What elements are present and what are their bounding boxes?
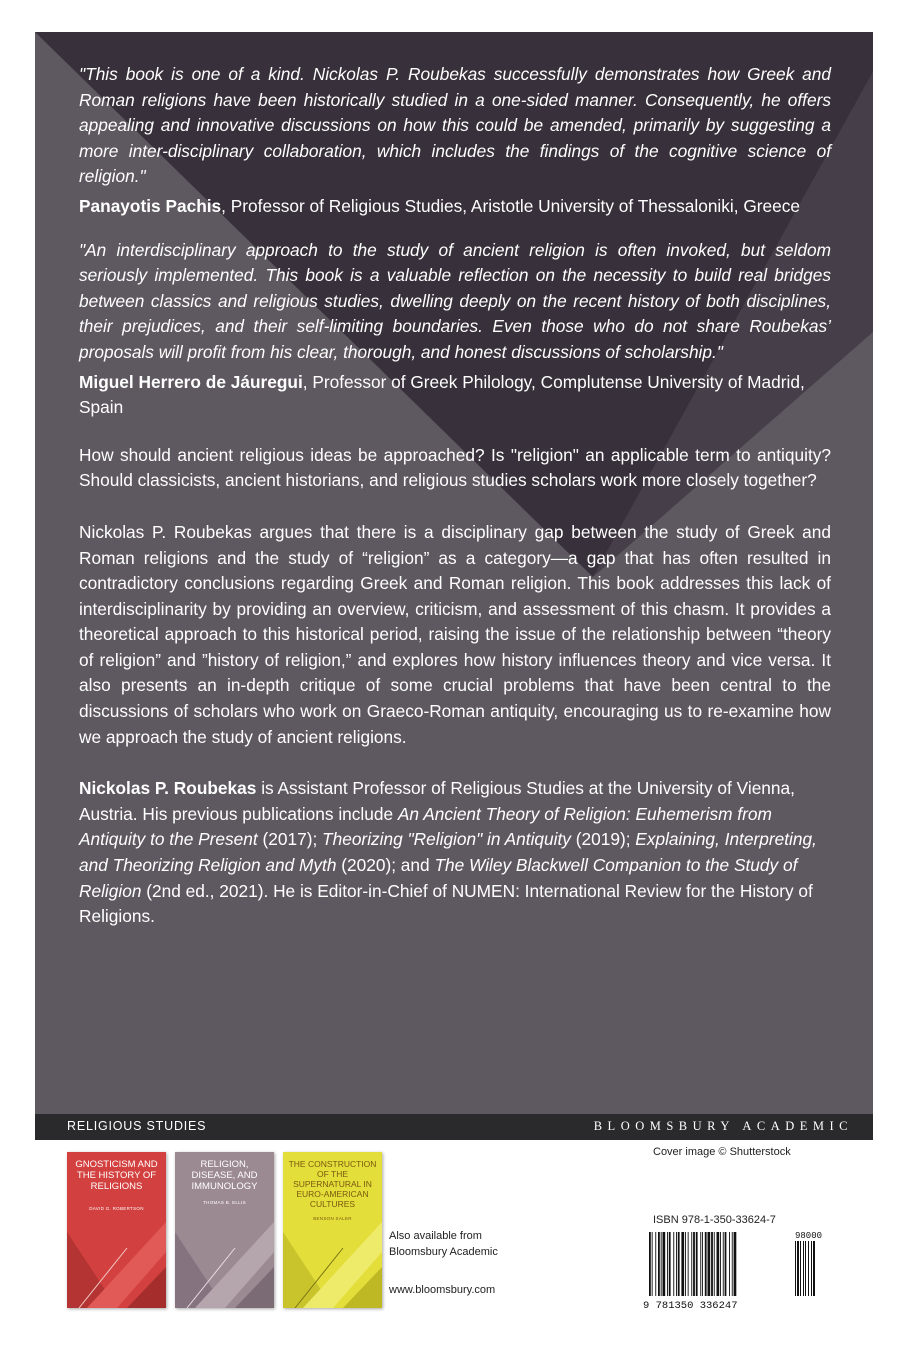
isbn-barcode (639, 1230, 829, 1310)
cover-text (79, 62, 831, 930)
barcode-digits: 9 781350 336247 (643, 1300, 738, 1310)
book-title-2: RELIGION, DISEASE, AND IMMUNOLOGY (191, 1159, 258, 1192)
author-bio: Nickolas P. Roubekas is Assistant Professor of Religious Studies at the University of Vienna, Austria. His previous publications include An Ancient Theory of Religion: Euhemerism from Antiquity to the Present (2017); Theorizing "Religion" in Antiquity (2019); Explaining, Interpreting, and Theorizing Religion and Myth (2020); and The Wiley Blackwell Companion to the Study of Religion (2nd ed., 2021). He is Editor-in-Chief of NUMEN: International Review for the History of Religions. (79, 778, 817, 927)
barcode-bar (663, 1232, 666, 1296)
barcode-bar (720, 1232, 721, 1296)
barcode-addon-bar (813, 1241, 815, 1296)
publication-title-3: Explaining, Interpreting, and Theorizing Religion and Myth (79, 829, 817, 876)
publisher-website: www.bloomsbury.com (389, 1284, 496, 1296)
barcode-bar (717, 1232, 720, 1296)
book-cover-1 (67, 1152, 166, 1308)
isbn-label: ISBN 978-1-350-33624-7 (653, 1214, 776, 1226)
barcode-bar (658, 1232, 660, 1296)
barcode-bar (711, 1232, 713, 1296)
barcode-bar (652, 1232, 653, 1296)
barcode-bar (696, 1232, 698, 1296)
publisher-logo: BLOOMSBURY ACADEMIC (593, 1119, 853, 1133)
endorsement-quote-1: "This book is one of a kind. Nickolas P. Roubekas successfully demonstrates how Greek and Roman religions have been historically studied in a one-sided manner. Consequently, he offers appealing and innovative discussions on how this could be amended, primarily by suggesting a more inter-disciplinary collaboration, which includes the findings of the cognitive science of religion." (79, 64, 831, 187)
barcode-bar (691, 1232, 692, 1296)
barcode-bar (678, 1232, 680, 1296)
endorsement-quote-2: "An interdisciplinary approach to the study of ancient religion is often invoked, but seldom seriously implemented. This book is a valuable reflection on the necessity to build real bridges between classics and religious studies, dwelling deeply on the recent history of both disciplines, their prejudices, and their self-limiting boundaries. Even those who do not share Roubekas’ proposals will profit from his clear, thorough, and honest discussions of scholarship." (79, 239, 831, 362)
barcode-addon-bar (808, 1241, 809, 1296)
barcode-bar (688, 1232, 689, 1296)
barcode-bar (661, 1232, 662, 1296)
publication-title-4: The Wiley Blackwell Companion to the Study of Religion (79, 855, 798, 901)
endorser-name-2: Miguel Herrero de Jáuregui (79, 371, 303, 392)
barcode-bar (681, 1232, 684, 1296)
also-available-text: Also available from Bloomsbury Academic (389, 1230, 498, 1258)
barcode-addon-bar (803, 1241, 804, 1296)
barcode-bar (729, 1232, 730, 1296)
book-cover-3 (283, 1152, 382, 1308)
barcode-addon-bar (795, 1241, 796, 1296)
endorser-affiliation-1: , Professor of Religious Studies, Aristotle University of Thessaloniki, Greece (221, 195, 801, 216)
barcode-bar (667, 1232, 668, 1296)
questions-paragraph: How should ancient religious ideas be approached? Is "religion" an applicable term to antiquity? Should classicists, ancient historians, and religious studies scholars work more closely together? (79, 444, 831, 491)
description-paragraph: Nickolas P. Roubekas argues that there is a disciplinary gap between the study of Greek and Roman religions and the study of “religion” as a category—a gap that has often resulted in contradictory conclusions regarding Greek and Roman religion. This book addresses this lack of interdisciplinarity by providing an overview, criticism, and assessment of this chasm. It provides a theoretical approach to this historical period, raising the issue of the relationship between “theory of religion” and ”history of religion,” and explores how history influences theory and vice versa. It also presents an in-depth critique of some crucial problems that have been central to the discussions of scholars who work on Graeco-Roman antiquity, encouraging us to re-examine how we approach the study of ancient religions. (79, 521, 831, 747)
bottom-panel (35, 1114, 873, 1327)
endorser-name-1: Panayotis Pachis (79, 195, 222, 216)
book-author-1: DAVID G. ROBERTSON (89, 1206, 144, 1211)
barcode-bar (700, 1232, 701, 1296)
barcode-bar (732, 1232, 733, 1296)
book-author-3: BENSON SALER (313, 1216, 352, 1221)
book-title-1: GNOSTICISM AND THE HISTORY OF RELIGIONS (75, 1159, 158, 1192)
publication-title-2: Theorizing "Religion" in Antiquity (322, 829, 571, 850)
barcode-bar (725, 1232, 727, 1296)
barcode-price-code: 98000 (795, 1231, 823, 1241)
category-band (35, 1114, 873, 1140)
barcode-bar (673, 1232, 674, 1296)
barcode-bar (655, 1232, 656, 1296)
barcode-bar (685, 1232, 686, 1296)
category-label: RELIGIOUS STUDIES (67, 1119, 207, 1133)
barcode-bar (734, 1232, 737, 1296)
back-cover (35, 32, 873, 1327)
barcode-bar (708, 1232, 711, 1296)
barcode-addon-bar (805, 1241, 806, 1296)
barcode-bar (723, 1232, 724, 1296)
book-title-3: THE CONSTRUCTION OF THE SUPERNATURAL IN EURO-AMERICAN CULTURES (288, 1159, 377, 1209)
barcode-addon-bar (797, 1241, 799, 1296)
barcode-bar (649, 1232, 651, 1296)
barcode-bar (705, 1232, 707, 1296)
barcode-bar (693, 1232, 695, 1296)
barcode-bar (714, 1232, 715, 1296)
barcode-bar (676, 1232, 677, 1296)
endorsement-attribution-2 (79, 370, 831, 421)
author-name: Nickolas P. Roubekas (79, 778, 257, 799)
cover-image-credit: Cover image © Shutterstock (653, 1146, 791, 1158)
book-cover-2 (175, 1152, 274, 1308)
barcode-bar (702, 1232, 703, 1296)
book-author-2: THOMAS B. ELLIS (203, 1200, 246, 1205)
endorsement-attribution-1 (79, 194, 831, 220)
barcode-addon-bar (811, 1241, 812, 1296)
barcode-addon-bar (800, 1241, 801, 1296)
endorser-affiliation-2: , Professor of Greek Philology, Complutense University of Madrid, Spain (79, 371, 805, 418)
publication-title-1: An Ancient Theory of Religion: Euhemerism from Antiquity to the Present (79, 803, 772, 850)
barcode-bar (669, 1232, 671, 1296)
